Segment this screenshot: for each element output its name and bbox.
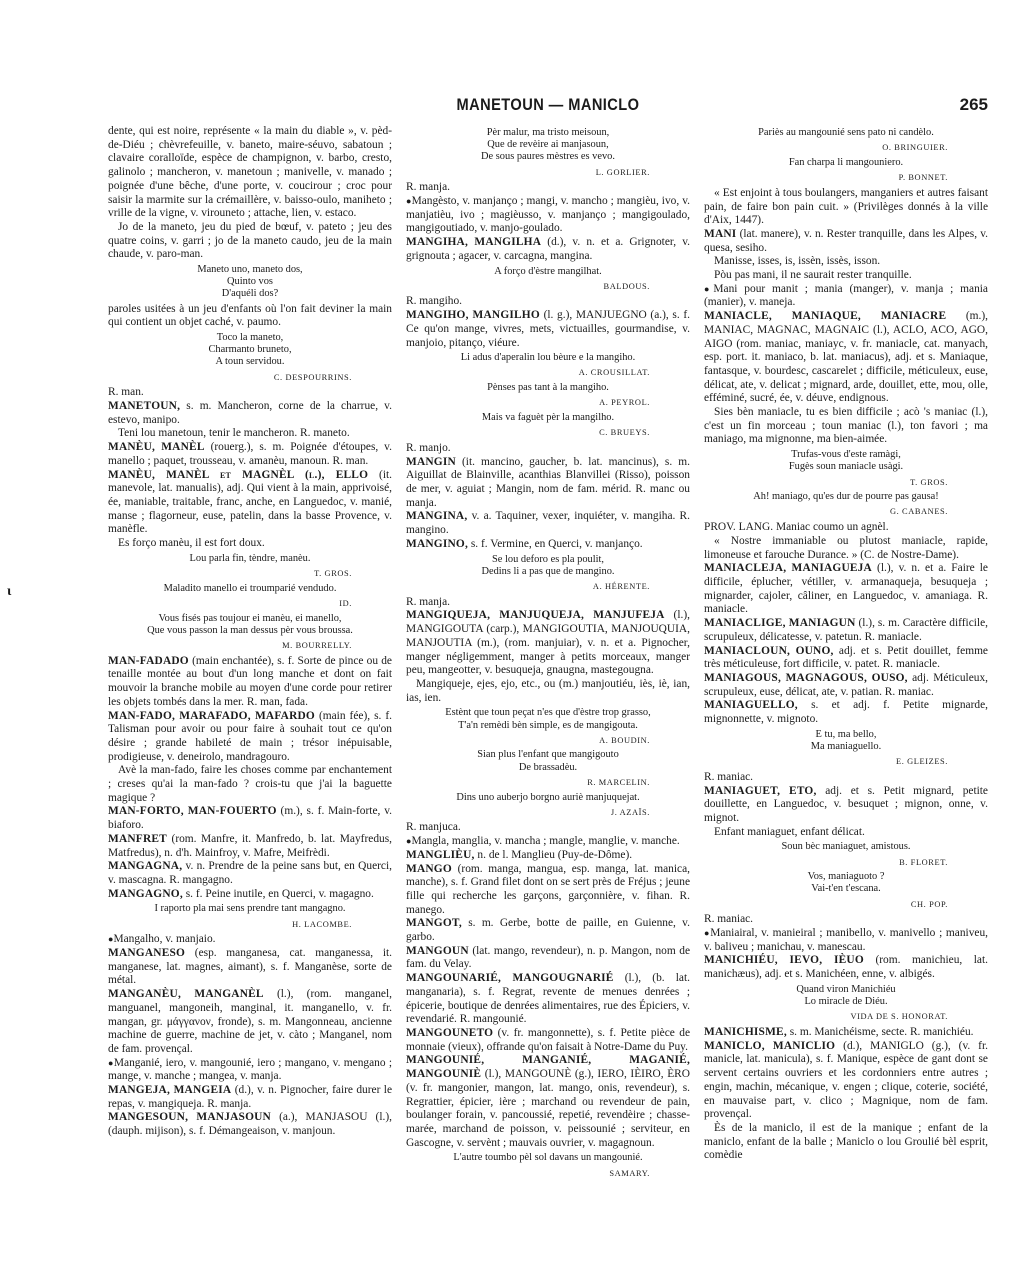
dictionary-entry: [108, 860, 392, 887]
entry-headword: MANIACLIGE, MANIAGUN: [704, 617, 856, 630]
entry-headword: MANÈU, MANÈL et MAGNÈL (l.), ELLO: [108, 468, 369, 481]
entry-body: n. de l. Manglieu (Puy-de-Dôme).: [474, 848, 633, 861]
column-right: [704, 125, 988, 1205]
entry-body: (rom. manichieu, lat. manichæus), adj. et s. Manichéen, enne, v. albigés.: [704, 954, 988, 981]
entry-body: dente, qui est noire, représente « la main du diable », v. pèd-de-Diéu ; chèvrefeuille, v. baneto, maire-séuvo, sabatoun ; clavaire coralloïde, espèce de champignon, v. barbo, cresto, galinolo ; mancheron, v. manetoun ; manivelle, v. manado ; poignée d'une bêche, d'une porte, v. coucirour ; croc pour saisir la marmite sur la crémaillère, v. baisso-oulo, maniheto ; vrille de la vigne, v. virouneto ; attache, lien, v. estaco.: [108, 125, 392, 220]
entry-text: [704, 269, 988, 283]
entry-body: adj. et s. Petit mignard, petite douillette, en Languedoc, v. besuquet ; mignon, onne, v. mignot.: [704, 784, 988, 824]
entry-text: [108, 1057, 392, 1084]
quotation-verse: Mais va faguèt pèr la mangilho.: [481, 412, 615, 424]
entry-body: (l.), s. m. Caractère difficile, scrupuleux, délicatesse, v. patetun. R. maniacle.: [704, 617, 988, 643]
entry-headword: MANGIQUEJA, MANJUQUEJA, MANJUFEJA: [406, 609, 665, 622]
quotation-verse: Se lou deforo es pla poulit, Dedins li a pas que de mangino.: [481, 553, 615, 577]
entry-body: Sies bèn maniacle, tu es bien difficile ; acò 's maniac (l.), c'est un fin morceau ; toun maniac (l.), ton favori ; ma maniago, ma mignonne, ma bien-aimée.: [704, 406, 988, 446]
quotation-verse: Pèr malur, ma tristo meisoun, Que de revèire ai manjasoun, De sous paures mèstres es vevo.: [481, 127, 615, 163]
dictionary-entry: [406, 917, 690, 944]
entry-headword: MANGINO,: [406, 537, 469, 550]
dictionary-entry: [406, 609, 690, 678]
quotation-author: H. LACOMBE.: [292, 919, 352, 929]
quotation-verse: Maneto uno, maneto dos, Quinto vos D'aquéli dos?: [197, 264, 303, 300]
running-header: [108, 95, 988, 117]
dictionary-entry: [704, 954, 988, 981]
dictionary-entry: [704, 645, 988, 672]
entry-headword: MANGOUNETO: [406, 1027, 494, 1039]
dictionary-entry: [406, 1054, 690, 1150]
entry-headword: MANICLO, MANICLIO: [704, 1039, 836, 1052]
entry-headword: MAN-FORTO, MAN-FOUERTO: [108, 805, 277, 818]
entry-text: [406, 678, 690, 705]
entry-body: Mangiqueje, ejes, ejo, etc., ou (m.) manjoutiéu, iès, iè, ian, ias, ien.: [406, 677, 690, 704]
entry-text: [108, 427, 392, 441]
entry-text: [704, 913, 988, 927]
dictionary-entry: [704, 310, 988, 406]
entry-text: [704, 826, 988, 840]
quotation-author: R. MARCELIN.: [587, 777, 650, 787]
quotation-verse: Dins uno auberjo borgno auriè manjuquejat.: [456, 791, 640, 803]
entry-body: Ès de la maniclo, il est de la manique ; enfant de la maniclo, enfant de la balle ; Maniclo o lou Groulié bèl esprit, comèdie: [704, 1121, 988, 1162]
entry-text: [704, 283, 988, 310]
entry-body: R. manja.: [406, 181, 450, 194]
entry-body: R. manja.: [406, 595, 450, 608]
quotation-verse: Ah! maniago, qu'es dur de pourre pas gausa!: [753, 491, 939, 503]
entry-body: R. man.: [108, 386, 144, 399]
entry-headword: MANGINA,: [406, 510, 468, 523]
entry-body: (lat. manere), v. n. Rester tranquille, dans les Alpes, v. quesa, sesiho.: [704, 227, 988, 254]
entry-headword: MANGOUNIÉ, MANGANIÉ, MAGANIÉ, MANGOUNIÈ: [406, 1054, 690, 1081]
entry-text: [704, 255, 988, 269]
quotation-verse: Sian plus l'enfant que mangigouto De brassadèu.: [477, 749, 619, 773]
dictionary-entry: [108, 833, 392, 860]
entry-body: Mangèsto, v. manjanço ; mangi, v. mancho ; mangièu, ivo, v. manjatièu, ivo ; magièusso, v. manjanço ; mangigoulado, mangigoutiado, v. manjo-goulado.: [406, 195, 690, 235]
quotation-author: VIDA DE S. HONORAT.: [850, 1012, 948, 1022]
column-left: [108, 125, 392, 1205]
dictionary-entry: [108, 805, 392, 832]
entry-headword: MANIACLEJA, MANIAGUEJA: [704, 562, 872, 575]
entry-text: [704, 521, 988, 535]
dictionary-entry: [704, 562, 988, 617]
entry-body: (it. manevole, lat. manualis), adj. Qui vient à la main, apprivoisé, ée, maniable, traitable, franc, anche, en Languedoc, v. manié, manse ; flagorneur, euse, patelin, dans la basse Provence, v. manèfle.: [108, 468, 392, 536]
quotation-author: G. CABANES.: [889, 507, 948, 517]
entry-body: (l.), MANGIGOUTA (carp.), MANGIGOUTIA, MANJOUQUIA, MANJOUTIA (m.), (rom. manjuiar), v. n. et a. Pignocher, manger négligemment, manger à petits morceaux, manger peu, mangeotter, v. besuqueja, gnaugna, mastegougna.: [406, 609, 690, 677]
entry-body: s. m. Gerbe, botte de paille, en Guienne, v. garbo.: [406, 917, 690, 944]
entry-body: (main fée), s. f. Talisman pour avoir ou pour faire à souhait tout ce qu'on désire ; grande habileté de main ; trésor inépuisable, prodigieuse, v. deneirolo, mandragouro.: [108, 709, 392, 763]
dictionary-entry: [406, 456, 690, 511]
entry-headword: MANIACLE, MANIAQUE, MANIACRE: [704, 310, 947, 323]
dictionary-entry: [704, 672, 988, 699]
quotation-author: P. BONNET.: [898, 173, 948, 183]
entry-body: Teni lou manetoun, tenir le mancheron. R. maneto.: [118, 427, 350, 440]
quotation-author: T. GROS.: [314, 569, 352, 578]
quotation-author: A. PEYROL.: [599, 398, 650, 408]
entry-body: (l.), (b. lat. manganaria), s. f. Regrat, revente de menues denrées ; épicerie, boutique de denrées alimentaires, rue des Épiciers, v. revendarié. R. mangounié.: [406, 972, 690, 1026]
quotation-author: BALDOUS.: [603, 281, 650, 291]
entry-headword: MANFRET: [108, 832, 167, 845]
quotation-verse: Lou parla fin, tèndre, manèu.: [189, 552, 311, 564]
entry-headword: MANGIHA, MANGILHA: [406, 236, 542, 249]
entry-headword: MANICHISME,: [704, 1026, 787, 1038]
quotation-author: SAMARY.: [609, 1168, 650, 1178]
quotation-author: B. FLORET.: [899, 857, 948, 867]
quotation-verse: Estènt que toun peçat n'es que d'èstre trop grasso, T'a'n remèdi bèn simple, es de mangigouta.: [445, 707, 651, 731]
dictionary-entry: [406, 236, 690, 263]
columns: [108, 125, 988, 1205]
entry-body: R. maniac.: [704, 770, 754, 783]
entry-body: v. n. Prendre de la peine sans but, en Querci, v. mascagna. R. mangagno.: [108, 860, 392, 886]
entry-headword: MANIACLOUN, OUNO,: [704, 644, 834, 657]
dictionary-entry: [108, 888, 392, 902]
dictionary-entry: [108, 441, 392, 468]
entry-text: [406, 835, 690, 849]
quotation-author: ID.: [339, 598, 352, 608]
entry-headword: MANI: [704, 227, 737, 240]
dictionary-entry: [108, 1084, 392, 1111]
quotation-verse: Li adus d'aperalin lou bèure e la mangiho.: [460, 352, 636, 364]
dictionary-entry: [704, 1026, 988, 1040]
entry-text: [704, 771, 988, 785]
dictionary-entry: [406, 849, 690, 863]
dictionary-entry: [406, 538, 690, 552]
entry-body: (a.), MANJASOU (l.), (dauph. mijison), s. f. Démangeaison, v. manjoun.: [108, 1111, 392, 1138]
entry-headword: MANÈU, MANÈL: [108, 441, 205, 454]
entry-text: [108, 125, 392, 221]
entry-headword: MANGEJA, MANGEIA: [108, 1084, 232, 1097]
quotation-verse: Maladito manello ei troumparié vendudo.: [163, 582, 337, 594]
entry-body: Enfant maniaguet, enfant délicat.: [714, 825, 865, 838]
entry-body: (d.), v. n. et a. Grignoter, v. grignouta ; agacer, v. carcagna, mangina.: [406, 236, 690, 262]
entry-body: s. m. Manichéisme, secte. R. manichiéu.: [786, 1026, 974, 1038]
entry-body: Avè la man-fado, faire les choses comme par enchantement ; creses qu'ai la man-fado ? crois-tu que j'ai la baguette magique ?: [108, 764, 392, 804]
entry-headword: MANIAGOUS, MAGNAGOUS, OUSO,: [704, 671, 908, 684]
quotation-author: M. BOURRELLY.: [282, 641, 352, 651]
entry-text: [108, 933, 392, 947]
entry-headword: MANGOUNARIÉ, MANGOUGNARIÉ: [406, 972, 614, 985]
entry-body: (v. fr. mangonnette), s. f. Petite pièce de monnaie (vieux), offrande qu'on faisait à Notre-Dame du Puy.: [406, 1027, 690, 1053]
entry-body: s. m. Mancheron, corne de la charrue, v. estevo, manipo.: [108, 400, 392, 426]
dictionary-page: [108, 95, 988, 1205]
quotation-verse: Pariès au mangounié sens pato ni candèlo.: [758, 127, 934, 138]
entry-body: PROV. LANG. Maniac coumo un agnèl.: [704, 521, 889, 534]
entry-body: s. f. Peine inutile, en Querci, v. magagno.: [182, 887, 374, 900]
entry-body: Pòu pas mani, il ne saurait rester tranquille.: [714, 269, 912, 282]
entry-body: (l.), v. n. et a. Faire le difficile, éplucher, vétiller, v. armanaqueja, besuqueja ; mignarder, cajoler, câliner, en Languedoc, v. amaniaga. R. maniacle.: [704, 562, 988, 616]
quotation-author: O. BRINGUIER.: [882, 143, 948, 153]
dictionary-entry: [704, 617, 988, 644]
entry-body: adj. Méticuleux, scrupuleux, euse, délicat, ate, v. patian. R. maniac.: [704, 671, 988, 698]
entry-body: (d.), v. n. Pignocher, faire durer le repas, v. mangiqueja. R. manja.: [108, 1084, 392, 1110]
entry-body: (it. mancino, gaucher, b. lat. mancinus), s. m. Aiguillat de Blainville, acanthias Blanvillei (Risso), poisson de mer, v. aguiat ; Mangin, nom de fam. mérid. R. manc ou manja.: [406, 455, 690, 509]
entry-body: (l.), MANGOUNÈ (g.), IERO, IÈIRO, ÈRO (v. fr. mangonier, mangon, lat. mango, onis, revendeur), s. Regrattier, épicier, ière ; marchand ou revendeur de pain, boulanger forain, v. pancoussié, repetié, revendèire ; chasse-marée, marchand de poisson, v. peissounié ; serviteur, en Gascogne, v. servènt ; mauvais ouvrier, v. magagnoun.: [406, 1068, 690, 1149]
dictionary-entry: [406, 1027, 690, 1054]
quotation-verse: L'autre toumbo pèl sol davans un mangounié.: [453, 1152, 643, 1164]
entry-headword: MANGANÈU, MANGANÈL: [108, 988, 264, 1001]
entry-body: R. mangiho.: [406, 295, 463, 308]
column-middle: [406, 125, 690, 1205]
entry-headword: MANGIHO, MANGILHO: [406, 309, 540, 322]
entry-body: s. f. Vermine, en Querci, v. manjanço.: [468, 537, 643, 550]
dictionary-entry: [704, 785, 988, 826]
quotation-verse: E tu, ma bello, Ma maniaguello.: [810, 728, 882, 752]
entry-headword: MAN-FADO, MARAFADO, MAFARDO: [108, 709, 315, 722]
margin-mark: ɩ: [7, 584, 12, 599]
entry-headword: MANICHIÉU, IEVO, IÈUO: [704, 954, 864, 967]
quotation-author: C. DESPOURRINS.: [273, 372, 352, 382]
quotation-verse: Soun bèc maniaguet, amistous.: [781, 841, 911, 853]
entry-body: (rouerg.), s. m. Poignée d'étoupes, v. manello ; paquet, trousseau, v. amanèu, manoun. R. man.: [108, 441, 392, 467]
entry-body: « Nostre immaniable ou plutost maniacle, rapide, limoneuse et farouche Durance. » (C. de Nostre-Dame).: [704, 534, 988, 561]
dictionary-entry: [406, 972, 690, 1027]
entry-body: Jo de la maneto, jeu du pied de bœuf, v. pateto ; jeu des quatre coins, v. garri ; jo de la maneto caudo, jeu de la main chaude, v. paro-man.: [108, 220, 392, 261]
entry-body: (main enchantée), s. f. Sorte de pince ou de tenaille montée au bout d'un long manche et dont on fait mouvoir la branche mobile au moyen d'une corde pour retirer les objets tombés dans la mer. R. man, fada.: [108, 654, 392, 708]
dictionary-entry: [108, 947, 392, 988]
entry-headword: MANGO: [406, 862, 452, 875]
entry-body: (rom. Manfre, it. Manfredo, b. lat. Mayfredus, Matfredus), n. d'h. Mainfroy, v. Mafre, Meifrèdi.: [108, 832, 392, 859]
quotation-author: A. HÉRENTE.: [592, 582, 650, 591]
entry-body: Maniairal, v. manieiral ; manibello, v. manivello ; maniveu, v. baliveu ; manichau, v. manescau.: [704, 927, 988, 953]
entry-body: (lat. mango, revendeur), n. p. Mangon, nom de fam. du Velay.: [406, 944, 690, 971]
entry-text: [406, 442, 690, 456]
entry-body: adj. et s. Petit douillet, femme très méticuleuse, fort difficile, v. patet. R. maniacle.: [704, 644, 988, 671]
entry-body: R. manjo.: [406, 441, 451, 454]
entry-text: [108, 386, 392, 400]
entry-text: [406, 295, 690, 309]
entry-headword: MANGAGNA,: [108, 860, 183, 873]
entry-text: [108, 303, 392, 330]
dictionary-entry: [108, 655, 392, 710]
entry-text: [704, 535, 988, 562]
entry-body: (esp. manganesa, cat. manganessa, it. manganese, lat. magnes, aimant), s. f. Manganèse, sorte de métal.: [108, 946, 392, 987]
quotation-author: J. AZAÏS.: [610, 807, 650, 817]
dictionary-entry: [406, 309, 690, 350]
dictionary-entry: [704, 228, 988, 255]
entry-body: (rom. manga, mangua, esp. manga, lat. manica, manche), s. f. Grand filet dont on se sert près de Fréjus ; jeune fille qui recherche les garçons, garçonnière, v. fihan. R. manego.: [406, 862, 690, 916]
entry-text: [108, 537, 392, 551]
quotation-author: C. BRUEYS.: [599, 428, 650, 438]
entry-body: (d.), MANIGLO (g.), (v. fr. manicle, lat. manicula), s. f. Manique, espèce de gant dont se servent certains ouvriers et les cordonniers entre autres ; engin, machin, mécanique, v. engen ; clique, coterie, société, en mauvaise part, v. clico ; Magnique, nom de fam. provençal.: [704, 1039, 988, 1121]
entry-headword: MANGESOUN, MANJASOUN: [108, 1111, 271, 1124]
quotation-verse: A forço d'èstre mangilhat.: [494, 265, 602, 277]
entry-headword: MANGAGNO,: [108, 887, 183, 900]
entry-headword: MAN-FADADO: [108, 654, 189, 667]
entry-body: Manisse, isses, is, issèn, issès, isson.: [714, 255, 881, 268]
entry-headword: MANGLIÈU,: [406, 848, 475, 861]
quotation-author: T. GROS.: [910, 477, 948, 487]
entry-body: Mangalho, v. manjaio.: [113, 933, 216, 946]
entry-body: (m.), MANIAC, MAGNAC, MAGNAIC (l.), ACLO, ACO, AGO, AIGO (rom. maniac, maniayc, v. fr. maniacle, cat. manyach, esp. port. it. maniaco, b. lat. maniacus), adj. et s. Maniaque, fantasque, v. bourdesc, cascarelet ; difficile, méticuleux, euse, délicat, ate, v. delicat ; mignard, arde, douillet, ette, mou, olle, efféminé, sucré, ée, v. déuve, endignous.: [704, 310, 988, 405]
entry-body: paroles usitées à un jeu d'enfants où l'on fait deviner la main qui contient un objet caché, v. paumo.: [108, 302, 392, 329]
entry-body: v. a. Taquiner, vexer, inquiéter, v. mangiha. R. mangino.: [406, 510, 690, 537]
page-number: 265: [959, 95, 988, 114]
entry-headword: MANIAGUET, ETO,: [704, 784, 817, 797]
entry-body: Es forço manèu, il est fort doux.: [118, 537, 265, 550]
entry-text: [704, 406, 988, 447]
dictionary-entry: [108, 988, 392, 1057]
entry-text: [108, 764, 392, 805]
dictionary-entry: [704, 1040, 988, 1122]
entry-text: [704, 1122, 988, 1163]
entry-body: Mani pour manit ; mania (manger), v. manja ; mania (manier), v. maneja.: [704, 282, 988, 309]
dictionary-entry: [108, 710, 392, 765]
quotation-verse: Vos, maniaguoto ? Vai-t'en t'escana.: [807, 871, 885, 895]
quotation-verse: Toco la maneto, Charmanto bruneto, A toun servidou.: [208, 332, 292, 368]
dictionary-entry: [108, 469, 392, 538]
dictionary-entry: [704, 699, 988, 726]
dictionary-entry: [108, 400, 392, 427]
quotation-author: E. GLEIZES.: [896, 757, 948, 767]
entry-body: (l.), (rom. manganel, manguanel, mangoneih, manginal, it. manganello, v. fr. mangan, gr. μάγγανον, fronde), s. m. Mangonneau, ancienne machine de guerre, machine de jet, v. càto ; Manganel, nom de fam. provençal.: [108, 988, 392, 1055]
entry-headword: MANETOUN,: [108, 400, 181, 413]
dictionary-entry: [108, 1111, 392, 1138]
quotation-author: A. CROUSILLAT.: [578, 368, 650, 378]
entry-body: (m.), s. f. Main-forte, v. biaforo.: [108, 805, 392, 832]
quotation-verse: I raporto pla mai sens prendre tant mangagno.: [154, 903, 346, 915]
entry-body: Manganié, iero, v. mangounié, iero ; mangano, v. mengano ; mange, v. manche ; mangea, v. manja.: [108, 1056, 392, 1083]
entry-headword: MANGOUN: [406, 944, 469, 957]
entry-body: R. manjuca.: [406, 821, 461, 834]
entry-headword: MANGOT,: [406, 917, 462, 930]
entry-body: s. et adj. f. Petite mignarde, mignonnette, v. mignoto.: [704, 699, 988, 726]
entry-text: [704, 927, 988, 954]
dictionary-entry: [406, 510, 690, 537]
page-title: MANETOUN — MANICLO: [456, 95, 640, 114]
entry-body: « Est enjoint à tous boulangers, manganiers et autres faisant pain, de faire bon pain cuit. » (Privilèges donnés à la ville d'Aix, 1447).: [704, 186, 988, 227]
quotation-author: L. GORLIER.: [595, 167, 650, 177]
quotation-verse: Vous fisés pas toujour ei manèu, ei manello, Que vous passon la man dessus pèr vous broussa.: [147, 612, 353, 636]
entry-text: [406, 821, 690, 835]
quotation-verse: Pènses pas tant à la mangiho.: [487, 382, 609, 394]
quotation-verse: Fan charpa li mangouniero.: [788, 156, 904, 168]
entry-headword: MANIAGUELLO,: [704, 699, 798, 712]
entry-headword: MANGIN: [406, 455, 456, 468]
quotation-author: A. BOUDIN.: [599, 735, 650, 745]
entry-text: [406, 181, 690, 195]
quotation-verse: Trufas-vous d'este ramàgi, Fugès soun maniacle usàgi.: [788, 449, 904, 473]
quotation-author: CH. POP.: [910, 899, 948, 909]
quotation-verse: Quand viron Manichiéu Lo miracle de Diéu.: [796, 983, 896, 1008]
entry-text: [704, 187, 988, 228]
entry-body: (l. g.), MANJUEGNO (a.), s. f. Ce qu'on mange, vivres, mets, victuailles, gourmandise, v. manjoio, pitanço, viéure.: [406, 309, 690, 349]
dictionary-entry: [406, 945, 690, 972]
entry-text: [406, 195, 690, 236]
entry-body: R. maniac.: [704, 913, 754, 926]
entry-text: [108, 221, 392, 262]
dictionary-entry: [406, 863, 690, 918]
entry-headword: MANGANESO: [108, 946, 186, 959]
entry-text: [406, 596, 690, 610]
entry-body: Mangla, manglia, v. mancha ; mangle, manglie, v. manche.: [411, 835, 680, 848]
